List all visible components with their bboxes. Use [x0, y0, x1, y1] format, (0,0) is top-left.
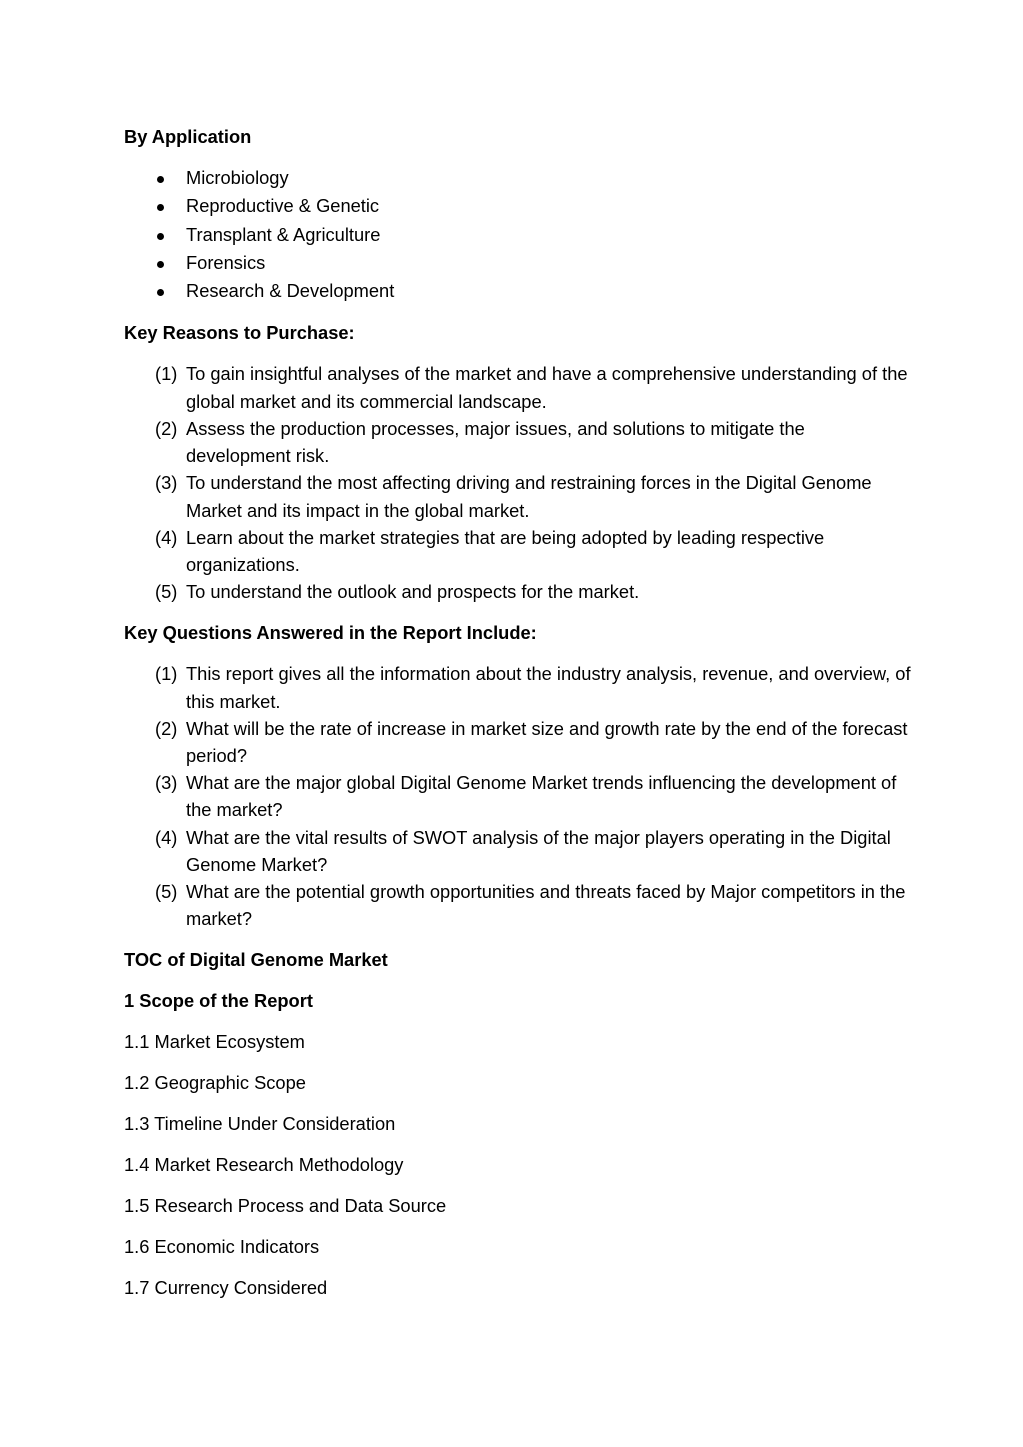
- list-item: [124, 221, 914, 249]
- bullet-icon: [157, 176, 164, 183]
- key-reasons-heading: Key Reasons to Purchase:: [124, 322, 355, 344]
- item-number: (1): [155, 363, 178, 385]
- toc-entry: 1.6 Economic Indicators: [124, 1236, 320, 1258]
- bullet-icon: [157, 233, 164, 240]
- item-number: (3): [155, 772, 178, 794]
- list-item: [124, 192, 914, 220]
- list-item-text: Research & Development: [186, 280, 395, 302]
- list-item-text: This report gives all the information about the industry analysis, revenue, and overview, of this market.: [186, 663, 911, 712]
- list-item: [124, 164, 914, 192]
- list-item-text: Reproductive & Genetic: [186, 195, 380, 217]
- list-item-text: Microbiology: [186, 167, 289, 188]
- document-page: [124, 123, 914, 1315]
- item-number: (2): [155, 717, 178, 739]
- bullet-icon: [157, 289, 164, 296]
- list-item: [124, 878, 914, 932]
- list-item: [124, 715, 914, 769]
- list-item-text: What are the vital results of SWOT analysis of the major players operating in the Digital Genome Market?: [186, 826, 891, 875]
- list-item: [124, 660, 914, 714]
- application-list: [124, 164, 914, 305]
- toc-heading: TOC of Digital Genome Market: [124, 949, 388, 971]
- item-number: (4): [155, 526, 178, 548]
- key-questions-list: [124, 660, 914, 932]
- list-item: [124, 578, 914, 605]
- item-number: (3): [155, 472, 178, 494]
- list-item-text: Assess the production processes, major issues, and solutions to mitigate the development risk.: [186, 417, 805, 467]
- key-questions-heading: Key Questions Answered in the Report Include:: [124, 622, 537, 644]
- list-item: [124, 277, 914, 305]
- bullet-icon: [157, 204, 164, 211]
- list-item: [124, 360, 914, 414]
- by-application-heading: By Application: [124, 126, 252, 147]
- list-item-text: Transplant & Agriculture: [186, 223, 381, 245]
- list-item-text: Learn about the market strategies that are being adopted by leading respective organizations.: [186, 526, 825, 575]
- list-item: [124, 824, 914, 878]
- toc-entry: 1.2 Geographic Scope: [124, 1072, 306, 1094]
- list-item: [124, 469, 914, 523]
- toc-entry: 1.1 Market Ecosystem: [124, 1031, 305, 1053]
- toc-entry: 1.4 Market Research Methodology: [124, 1154, 404, 1176]
- list-item-text: To understand the outlook and prospects for the market.: [186, 581, 640, 603]
- list-item: [124, 249, 914, 277]
- list-item: [124, 524, 914, 578]
- item-number: (5): [155, 880, 178, 902]
- list-item-text: What will be the rate of increase in market size and growth rate by the end of the forecast period?: [186, 717, 908, 766]
- list-item-text: To gain insightful analyses of the market and have a comprehensive understanding of the global market and its commercial landscape.: [186, 363, 908, 412]
- toc-entry: 1.3 Timeline Under Consideration: [124, 1113, 396, 1135]
- toc-entry: 1.5 Research Process and Data Source: [124, 1195, 447, 1217]
- list-item-text: What are the major global Digital Genome Market trends influencing the development of the market?: [186, 772, 897, 821]
- list-item-text: Forensics: [186, 251, 266, 273]
- toc-section-heading: 1 Scope of the Report: [124, 990, 313, 1012]
- list-item-text: To understand the most affecting driving and restraining forces in the Digital Genome Market and its impact in the global market.: [186, 472, 872, 521]
- list-item-text: What are the potential growth opportunities and threats faced by Major competitors in the market?: [186, 880, 906, 930]
- toc-entry: 1.7 Currency Considered: [124, 1277, 328, 1299]
- item-number: (4): [155, 826, 178, 848]
- item-number: (1): [155, 663, 178, 685]
- item-number: (5): [155, 581, 178, 603]
- bullet-icon: [157, 261, 164, 268]
- list-item: [124, 769, 914, 823]
- key-reasons-list: [124, 360, 914, 605]
- item-number: (2): [155, 417, 178, 439]
- list-item: [124, 415, 914, 469]
